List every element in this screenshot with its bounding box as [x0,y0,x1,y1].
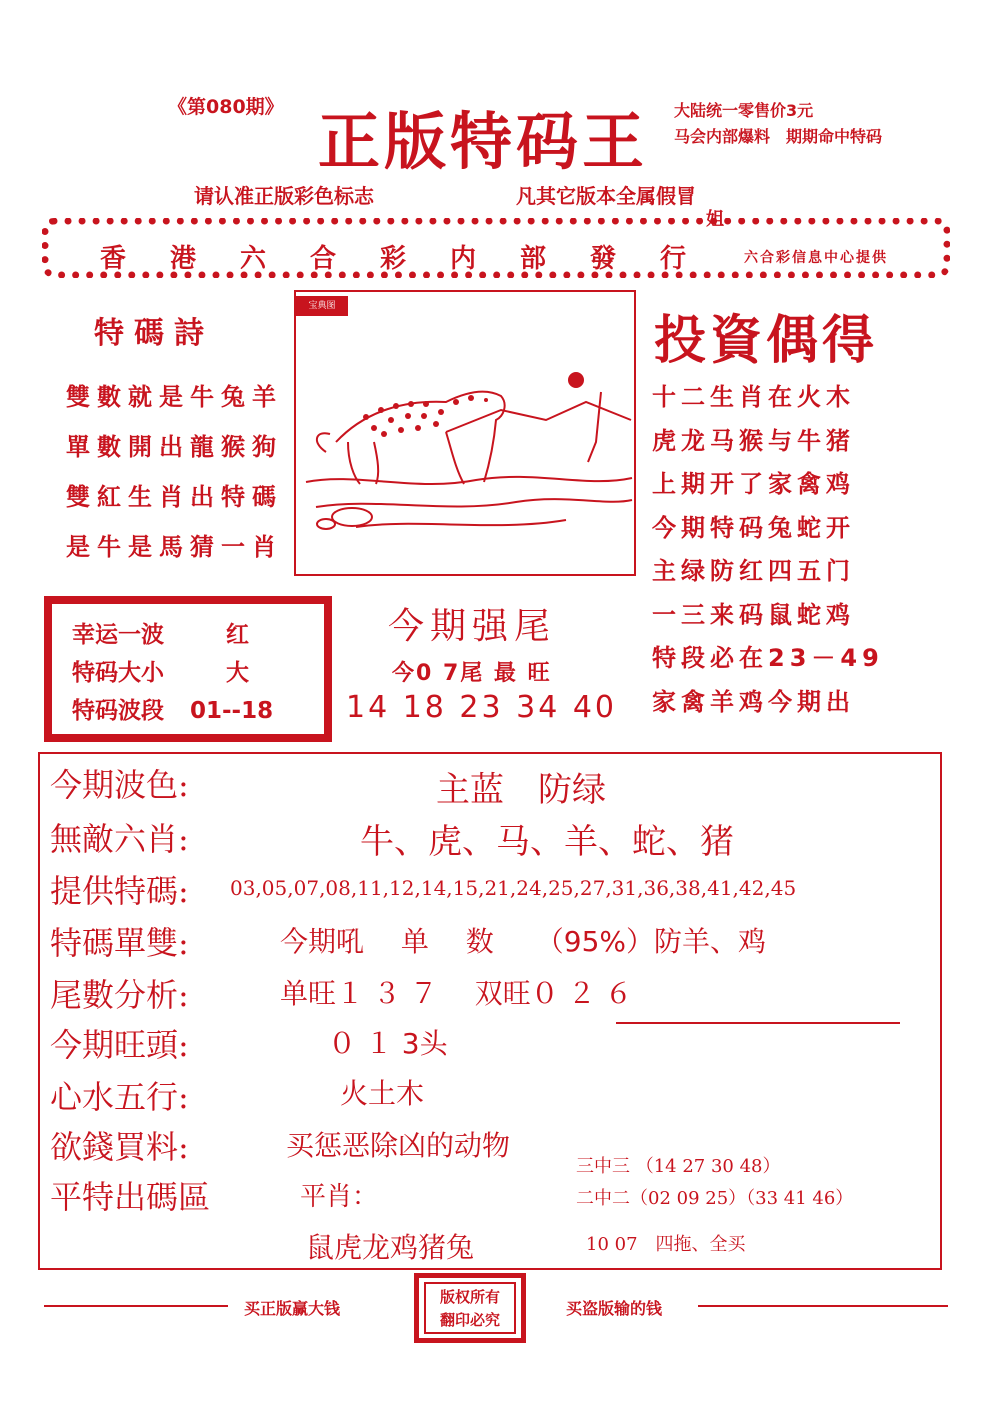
flat-value: 平肖： [300,1182,379,1212]
invest-lines [652,376,884,724]
lucky-value: 大 [226,660,249,686]
poem-line: 雙紅生肖出特碼 [66,482,283,511]
wave-label: 今期波色: [50,766,189,804]
counterfeit-notice: 凡其它版本全属假冒 [516,184,696,208]
flat-zodiac: 鼠虎龙鸡猪兔 [306,1231,475,1264]
tail-value: 单旺１ ３ ７ 双旺０ ２ ６ [280,977,633,1010]
lucky-list [72,616,274,730]
lucky-label: 特码波段 [72,698,164,724]
invest-title: 投資偶得 [654,310,879,371]
slogan-line: 马会内部爆料 期期命中特码 [674,127,883,146]
leopard-illustration [294,290,636,576]
divider-line [616,1022,900,1024]
authentic-notice: 请认准正版彩色标志 [194,184,374,208]
banner-provider: 六合彩信息中心提供 [744,250,888,266]
footer-left-slogan: 买正版赢大钱 [244,1299,341,1318]
oddeven-label: 特碼單雙: [50,924,189,962]
copyright-stamp [424,1282,516,1334]
strong-tail-title: 今期强尾 [388,606,557,647]
special-label: 提供特碼: [50,872,189,910]
footer-line-right [698,1305,948,1307]
poem-line: 是牛是馬猜一肖 [66,532,283,561]
illustration-tag: 宝典图 [296,296,348,316]
notice-extra-char: 姐 [706,209,724,230]
buy-value: 买惩恶除凶的动物 [286,1129,511,1162]
copyright-line: 版权所有 [439,1288,500,1306]
invest-line: 家禽羊鸡今期出 [652,687,855,716]
issue-number: 《第080期》 [168,96,284,118]
oddeven-value: 今期吼 单 数 （95%）防羊、鸡 [280,925,767,958]
lucky-label: 幸运一波 [72,622,164,648]
lucky-row [72,616,249,654]
lucky-value: 01--18 [190,698,274,724]
copyright-line: 翻印必究 [439,1311,500,1329]
footer-line-left [44,1305,228,1307]
poem-title: 特碼詩 [94,316,214,351]
special-value: 03,05,07,08,11,12,14,15,21,24,25,27,31,36,38,41,42,45 [230,876,797,900]
page-title: 正版特码王 [318,105,649,178]
zodiac-value: 牛、虎、马、羊、蛇、猪 [360,822,734,862]
invest-line: 上期开了家禽鸡 [652,470,855,498]
combo-four: 10 07 四拖、全买 [586,1234,746,1255]
head-value: ０ １ 3头 [328,1027,448,1060]
footer-right-slogan: 买盗版输的钱 [566,1299,663,1318]
combo-three: 三中三 （14 27 30 48） [576,1156,781,1177]
combo-two: 二中二（02 09 25）（33 41 46） [576,1188,854,1209]
leopard-drawing [296,292,634,574]
lucky-value: 红 [226,622,249,648]
buy-label: 欲錢買料: [50,1128,189,1166]
invest-line: 一三来码鼠蛇鸡 [652,600,855,629]
price-line: 大陆统一零售价3元 [674,101,814,120]
zodiac-label: 無敵六肖: [50,820,189,858]
elements-value: 火土木 [340,1077,425,1110]
lucky-row [72,654,249,692]
strong-tail-subtitle: 今0 7尾 最 旺 [392,661,552,686]
poem-line: 雙數就是牛兔羊 [66,382,283,411]
invest-line: 特段必在23－49 [652,644,884,672]
head-label: 今期旺頭: [50,1026,189,1064]
invest-line: 十二生肖在火木 [652,383,855,411]
lucky-row [72,692,274,730]
poem-line: 單數開出龍猴狗 [66,432,283,461]
lucky-label: 特码大小 [72,660,164,686]
price-info [674,98,882,150]
elements-label: 心水五行: [50,1078,189,1116]
invest-line: 今期特码兔蛇开 [652,513,855,542]
invest-line: 主绿防红四五门 [652,557,855,585]
tail-label: 尾數分析: [50,976,189,1014]
poem-lines [66,372,283,572]
banner-title: 香港六合彩内部發行 [100,244,731,274]
wave-value: 主蓝 防绿 [436,770,606,810]
flat-label: 平特出碼區 [50,1178,211,1216]
invest-line: 虎龙马猴与牛猪 [652,426,855,455]
strong-tail-numbers: 14 18 23 34 40 [346,690,618,725]
